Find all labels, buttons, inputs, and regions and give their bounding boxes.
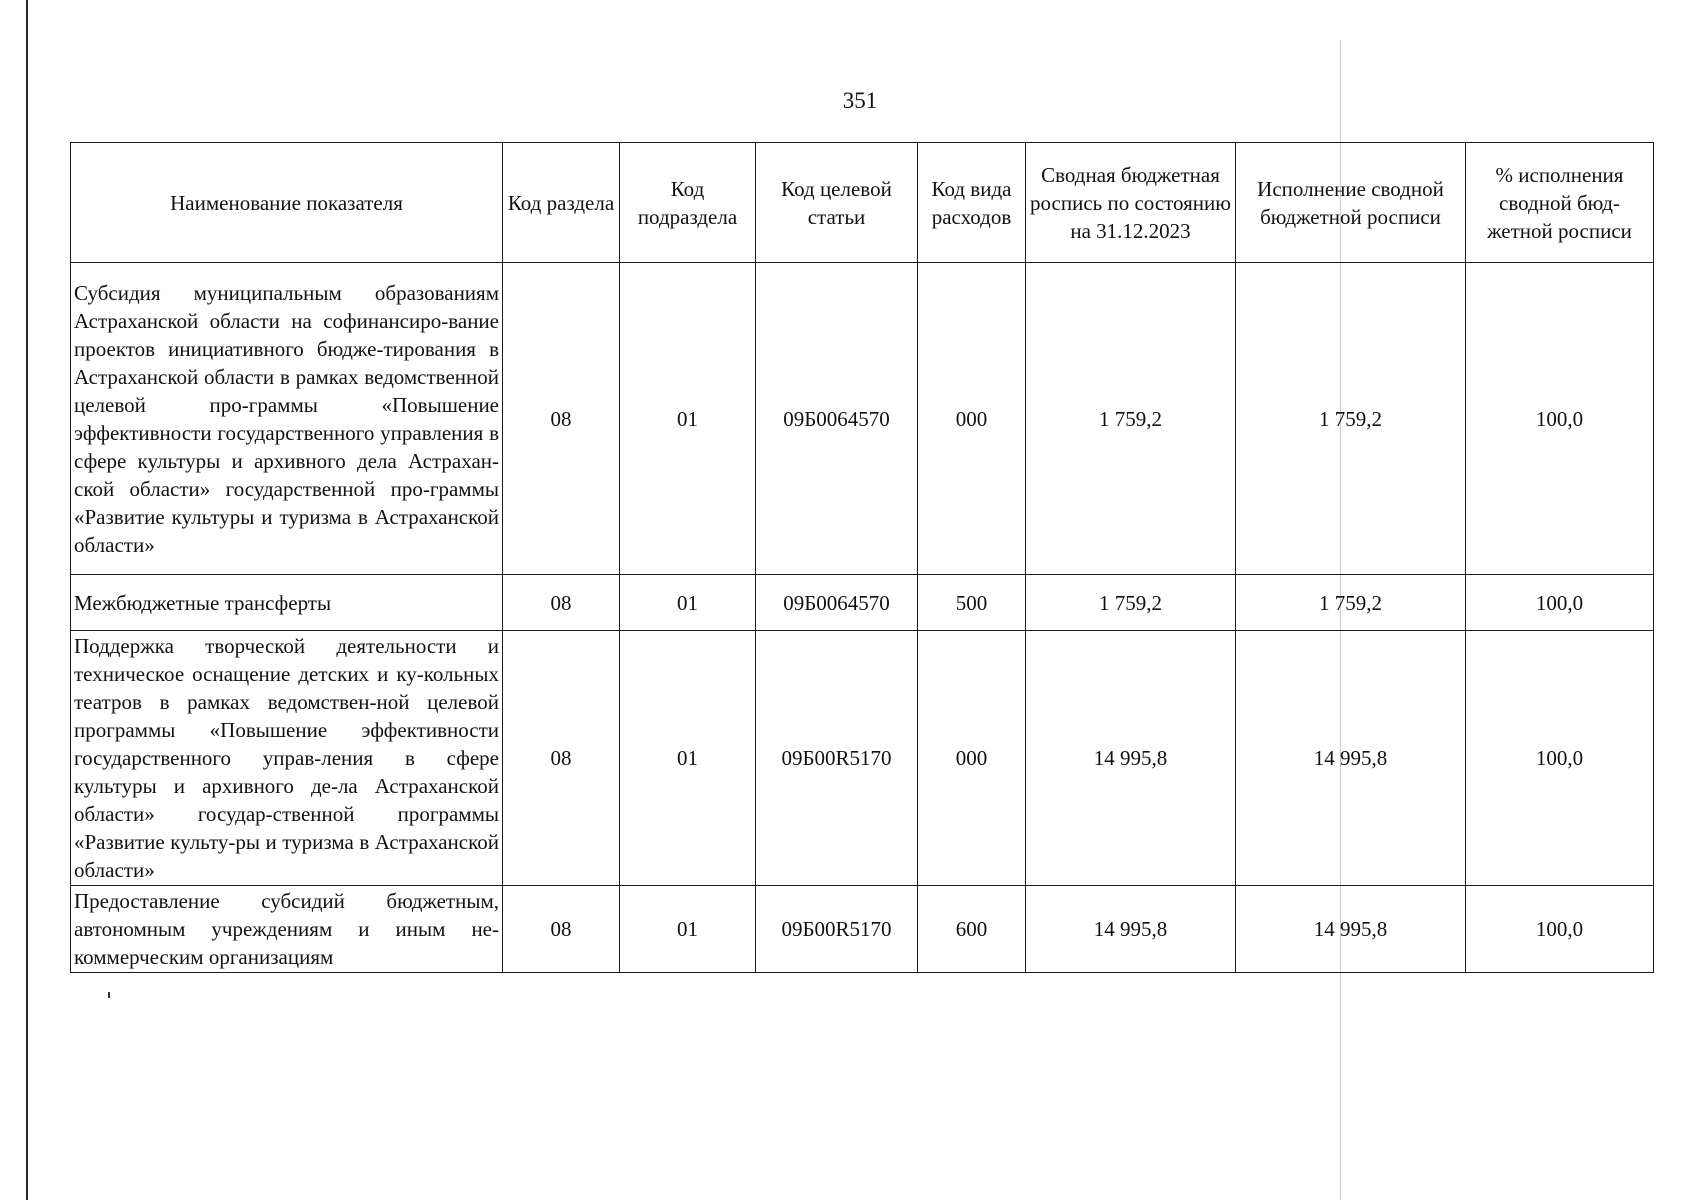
cell-target: 09Б0064570 <box>756 263 918 575</box>
cell-name: Предоставление субсидий бюджетным, автономным учреждениям и иным не-коммерческим организациям <box>71 886 503 973</box>
cell-section: 08 <box>503 631 620 886</box>
table-row <box>71 575 1654 631</box>
cell-target: 09Б00R5170 <box>756 886 918 973</box>
cell-expense-type: 000 <box>918 263 1026 575</box>
cell-planned: 1 759,2 <box>1026 575 1236 631</box>
cell-target: 09Б0064570 <box>756 575 918 631</box>
header-planned-budget: Сводная бюджетная роспись по состоянию на 31.12.2023 <box>1026 143 1236 263</box>
header-indicator-name: Наименование показателя <box>71 143 503 263</box>
table-row <box>71 263 1654 575</box>
cell-percent: 100,0 <box>1466 263 1654 575</box>
header-executed-budget: Исполнение сводной бюджетной росписи <box>1236 143 1466 263</box>
table-row <box>71 886 1654 973</box>
cell-planned: 1 759,2 <box>1026 263 1236 575</box>
table-row <box>71 631 1654 886</box>
table-header-row <box>71 143 1654 263</box>
scan-left-edge <box>26 0 28 1200</box>
cell-percent: 100,0 <box>1466 886 1654 973</box>
cell-subsection: 01 <box>620 631 756 886</box>
header-expense-type-code: Код вида расходов <box>918 143 1026 263</box>
cell-percent: 100,0 <box>1466 575 1654 631</box>
page-number: 351 <box>842 88 878 113</box>
cell-target: 09Б00R5170 <box>756 631 918 886</box>
header-subsection-code: Код подраздела <box>620 143 756 263</box>
cell-name: Поддержка творческой деятельности и техническое оснащение детских и ку-кольных театров в рамках ведомствен-ной целевой программы «Повышение эффективности государственного управ-ления в сфере культуры и архивного де-ла Астраханской области» государ-ственной программы «Развитие культу-ры и туризма в Астраханской области» <box>71 631 503 886</box>
cell-planned: 14 995,8 <box>1026 631 1236 886</box>
cell-subsection: 01 <box>620 263 756 575</box>
cell-section: 08 <box>503 886 620 973</box>
cell-expense-type: 000 <box>918 631 1026 886</box>
cell-subsection: 01 <box>620 886 756 973</box>
cell-subsection: 01 <box>620 575 756 631</box>
budget-execution-table <box>70 142 1654 973</box>
cell-executed: 1 759,2 <box>1236 575 1466 631</box>
cell-executed: 14 995,8 <box>1236 631 1466 886</box>
cell-name: Субсидия муниципальным образованиям Астраханской области на софинансиро-вание проектов инициативного бюдже-тирования в Астраханской области в рамках ведомственной целевой про-граммы «Повышение эффективности государственного управления в сфере культуры и архивного дела Астрахан-ской области» государственной про-граммы «Развитие культуры и туризма в Астраханской области» <box>71 263 503 575</box>
cell-expense-type: 600 <box>918 886 1026 973</box>
header-execution-percent: % исполнения сводной бюд-жетной росписи <box>1466 143 1654 263</box>
cell-planned: 14 995,8 <box>1026 886 1236 973</box>
cell-section: 08 <box>503 575 620 631</box>
scan-artifact-mark <box>108 992 110 998</box>
cell-executed: 1 759,2 <box>1236 263 1466 575</box>
cell-executed: 14 995,8 <box>1236 886 1466 973</box>
header-section-code: Код раздела <box>503 143 620 263</box>
cell-expense-type: 500 <box>918 575 1026 631</box>
cell-name: Межбюджетные трансферты <box>71 575 503 631</box>
cell-section: 08 <box>503 263 620 575</box>
header-target-code: Код целевой статьи <box>756 143 918 263</box>
cell-percent: 100,0 <box>1466 631 1654 886</box>
